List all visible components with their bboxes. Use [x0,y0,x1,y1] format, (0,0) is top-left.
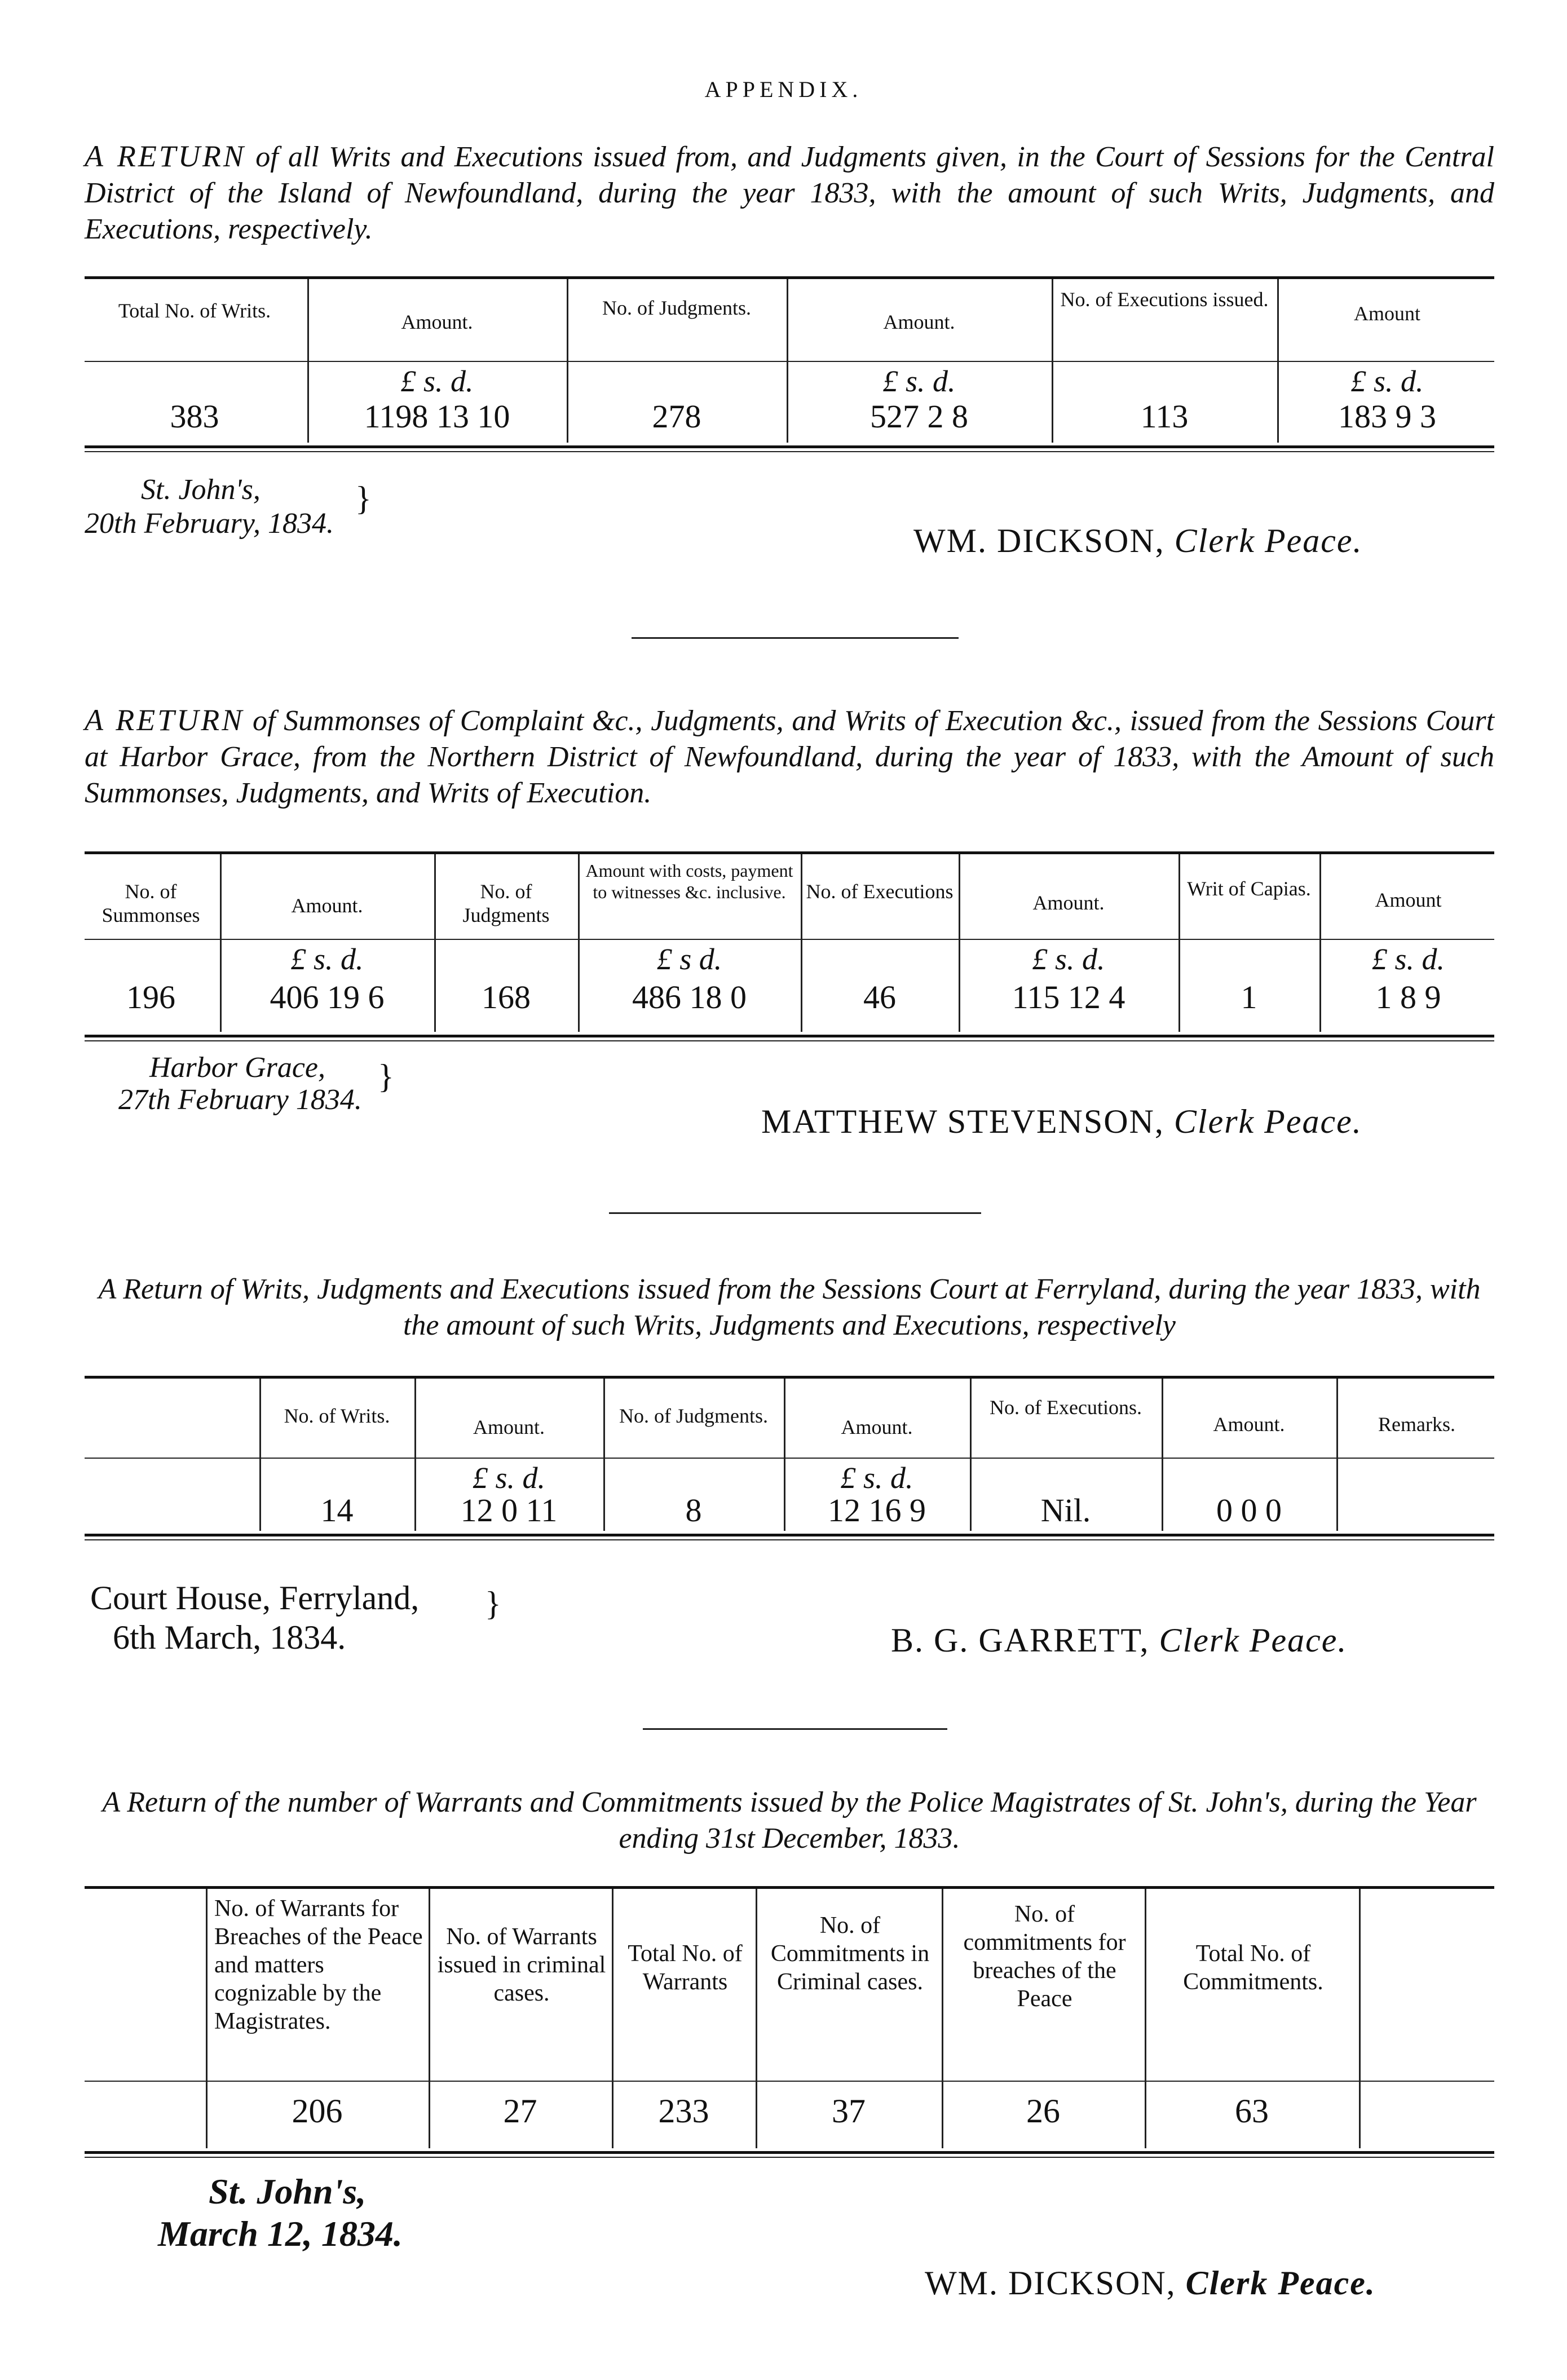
s1-brace-icon: } [355,480,372,517]
s1-col-judgments: No. of Judgments. [602,297,751,319]
s4-val-total-commitments: 63 [1235,2092,1269,2130]
s3-val-amount-executions: 0 0 0 [1216,1492,1282,1529]
s2-money-head-3: £ s. d. [1032,942,1105,976]
s3-col-amount-executions: Amount. [1213,1413,1285,1436]
s4-val-total-warrants: 233 [658,2092,709,2130]
s1-col-executions: No. of Executions issued. [1060,288,1269,311]
s3-col-executions: No. of Executions. [990,1396,1142,1419]
s4-col-peace-commitments: No. of commitments for breaches of the Peace [963,1901,1126,2012]
s1-val-judgments: 278 [652,398,701,435]
s3-col-amount-writs: Amount. [473,1416,545,1438]
s1-val-amount-executions: 183 9 3 [1338,398,1436,435]
s2-val-amount-capias: 1 8 9 [1375,979,1441,1015]
s2-col-summonses: No. of Summonses [101,880,200,926]
s3-col-amount-judgments: Amount. [841,1416,913,1438]
s2-signature-role: Clerk Peace. [1173,1103,1362,1140]
s1-signature-name: WM. DICKSON, [913,522,1165,559]
s3-val-judgments: 8 [685,1492,702,1529]
s3-val-amount-writs: 12 0 11 [460,1492,558,1529]
s1-money-head-1: £ s. d. [400,364,474,398]
s3-place: Court House, Ferryland, [90,1579,420,1617]
s4-col-criminal-commitments: No. of Commitments in Criminal cases. [770,1913,930,1995]
s4-col-total-warrants: Total No. of Warrants [628,1941,743,1995]
s1-val-amount-writs: 1198 13 10 [364,398,510,435]
section4-title: A Return of the number of Warrants and Commitments issued by the Police Magistrates of St. John's, during the Year ending 31st December, 1833. [102,1786,1477,1854]
s2-signature [761,1102,1362,1141]
s1-col-amount-writs: Amount. [401,311,473,333]
s2-val-amount-executions: 115 12 4 [1012,979,1125,1015]
section1-title-lead: A RETURN [85,139,246,173]
section1-title-rest: of all Writs and Executions issued from, and Judgments given, in the Court of Sessions for the Central District of the Island of Newfoundland, during the year 1833, with the amount of such Writs, Judgments, and Executions, respectively. [85,141,1495,245]
s1-money-head-3: £ s. d. [1350,364,1424,398]
s3-signature-role: Clerk Peace. [1159,1622,1348,1659]
s4-val-criminal-warrants: 27 [503,2092,537,2130]
s4-col-criminal-warrants: No. of Warrants issued in criminal cases. [437,1924,606,2006]
s4-signature [925,2264,1376,2303]
s3-val-executions: Nil. [1040,1492,1091,1529]
s1-val-amount-judgments: 527 2 8 [870,398,968,435]
separator-1 [632,637,959,639]
s2-val-amount-summonses: 406 19 6 [270,979,385,1015]
s2-col-amount-summonses: Amount. [291,894,363,917]
section3-title: A Return of Writs, Judgments and Executions issued from the Sessions Court at Ferryland, during the year 1833, with the amount of such Writs, Judgments and Executions, respectively [98,1273,1481,1341]
s1-signature-role: Clerk Peace. [1174,522,1363,559]
separator-2 [609,1212,981,1214]
s3-col-writs: No. of Writs. [284,1405,390,1427]
s3-date: 6th March, 1834. [113,1619,346,1656]
s1-val-executions: 113 [1140,398,1189,435]
s1-col-amount-executions: Amount [1353,302,1420,325]
s4-val-breaches-warrants: 206 [292,2092,343,2130]
s1-date: 20th February, 1834. [85,507,334,540]
s3-money-head-1: £ s. d. [472,1461,545,1495]
s2-val-executions: 46 [863,979,896,1015]
section1-title [85,138,1494,248]
s2-money-head-1: £ s. d. [290,942,364,976]
page-header: APPENDIX. [704,77,863,102]
s4-signature-name: WM. DICKSON, [925,2264,1176,2302]
s1-val-writs: 383 [170,398,219,435]
s3-val-amount-judgments: 12 16 9 [828,1492,926,1529]
s3-signature [891,1621,1347,1660]
section2-title [85,702,1494,811]
separator-3 [643,1728,947,1730]
s1-col-writs: Total No. of Writs. [118,299,271,322]
s2-val-summonses: 196 [126,979,175,1015]
s2-col-judgments: No. of Judgments [462,880,550,926]
s4-date: March 12, 1834. [158,2214,403,2254]
s2-date: 27th February 1834. [118,1084,362,1116]
s1-col-amount-judgments: Amount. [883,311,955,333]
s2-col-capias: Writ of Capias. [1187,877,1311,900]
s3-money-head-2: £ s. d. [840,1461,913,1495]
s1-signature [913,522,1363,560]
s2-col-amount-capias: Amount [1375,889,1442,911]
s2-place: Harbor Grace, [149,1052,325,1084]
s2-val-judgments: 168 [482,979,531,1015]
s2-col-amount-costs: Amount with costs, payment to witnesses &c. inclusive. [585,860,793,902]
s3-val-writs: 14 [320,1492,354,1529]
s3-brace-icon: } [485,1585,501,1622]
s4-col-total-commitments: Total No. of Commitments. [1183,1941,1323,1995]
section2-title-rest: of Summonses of Complaint &c., Judgments, and Writs of Execution &c., issued from the Sessions Court at Harbor Grace, from the Northern District of Newfoundland, during the year of 1833, with the Amount of such Summonses, Judgments, and Writs of Execution. [85,705,1495,809]
section2-title-lead: A RETURN [85,703,245,737]
s2-money-head-2: £ s d. [656,942,722,976]
s4-signature-role: Clerk Peace. [1185,2264,1376,2302]
s2-col-amount-executions: Amount. [1032,891,1105,914]
s3-col-judgments: No. of Judgments. [619,1405,768,1427]
s4-val-peace-commitments: 26 [1026,2092,1060,2130]
s4-col-breaches-warrants: No. of Warrants for Breaches of the Peace and matters cognizable by the Magistrates. [214,1896,423,2034]
s2-val-capias: 1 [1241,979,1257,1015]
s4-place: St. John's, [209,2171,367,2211]
s3-col-remarks: Remarks. [1378,1413,1455,1436]
s1-money-head-2: £ s. d. [882,364,956,398]
s2-val-amount-costs: 486 18 0 [632,979,747,1015]
s2-signature-name: MATTHEW STEVENSON, [761,1103,1164,1140]
s2-col-executions: No. of Executions [806,880,954,903]
s4-val-criminal-commitments: 37 [832,2092,866,2130]
s2-money-head-4: £ s. d. [1371,942,1445,976]
s1-place: St. John's, [141,474,261,506]
s3-signature-name: B. G. GARRETT, [891,1622,1150,1659]
s2-brace-icon: } [378,1058,394,1095]
